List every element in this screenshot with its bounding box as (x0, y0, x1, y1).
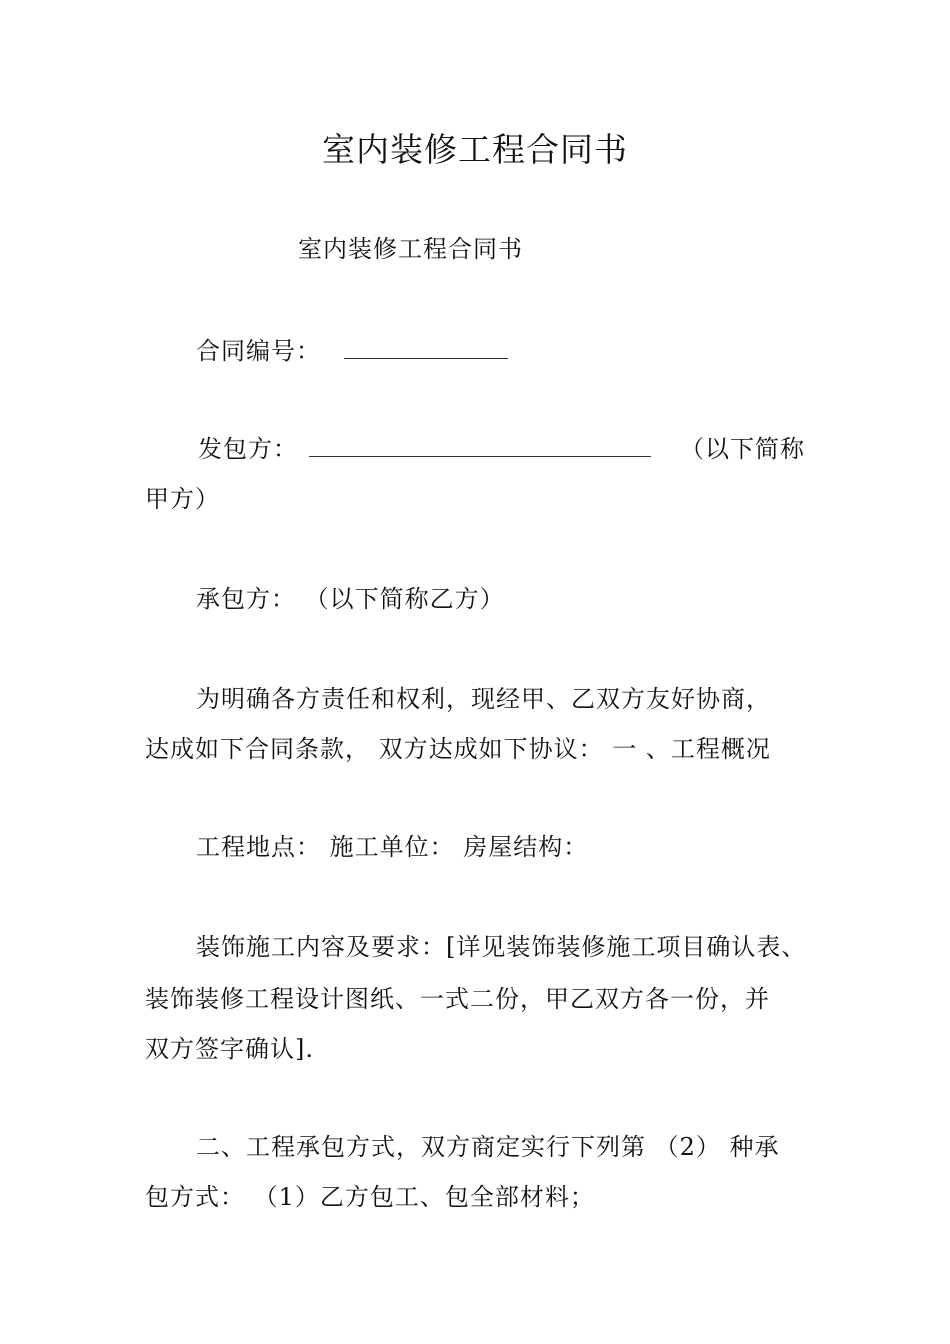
contractor-line: 承包方： （以下简称乙方） (196, 585, 505, 613)
content-line-2: 装饰装修工程设计图纸、一式二份，甲乙双方各一份，并 (145, 985, 770, 1013)
document-subtitle: 室内装修工程合同书 (298, 235, 523, 263)
employer-label: 发包方： (198, 435, 298, 463)
employer-suffix: （以下简称 (680, 435, 805, 463)
intro-line-2: 达成如下合同条款， 双方达成如下协议： 一 、工程概况 (145, 735, 771, 763)
contract-mode-line-2: 包方式： （1）乙方包工、包全部材料； (145, 1183, 595, 1211)
project-info-line: 工程地点： 施工单位： 房屋结构： (196, 833, 589, 861)
employer-suffix-cont: 甲方） (145, 485, 220, 513)
employer-blank (309, 434, 651, 457)
content-line-1: 装饰施工内容及要求：[详见装饰装修施工项目确认表、 (196, 933, 807, 961)
contract-number-label: 合同编号： (196, 337, 321, 365)
content-line-3: 双方签字确认]. (145, 1035, 314, 1063)
intro-line-1: 为明确各方责任和权利，现经甲、乙双方友好协商， (196, 685, 771, 713)
employer-line (198, 434, 651, 464)
contract-mode-line-1: 二、工程承包方式，双方商定实行下列第 （2） 种承 (196, 1133, 780, 1161)
contract-number-line (196, 336, 508, 366)
document-title: 室内装修工程合同书 (322, 130, 628, 169)
contract-number-blank (344, 336, 508, 359)
